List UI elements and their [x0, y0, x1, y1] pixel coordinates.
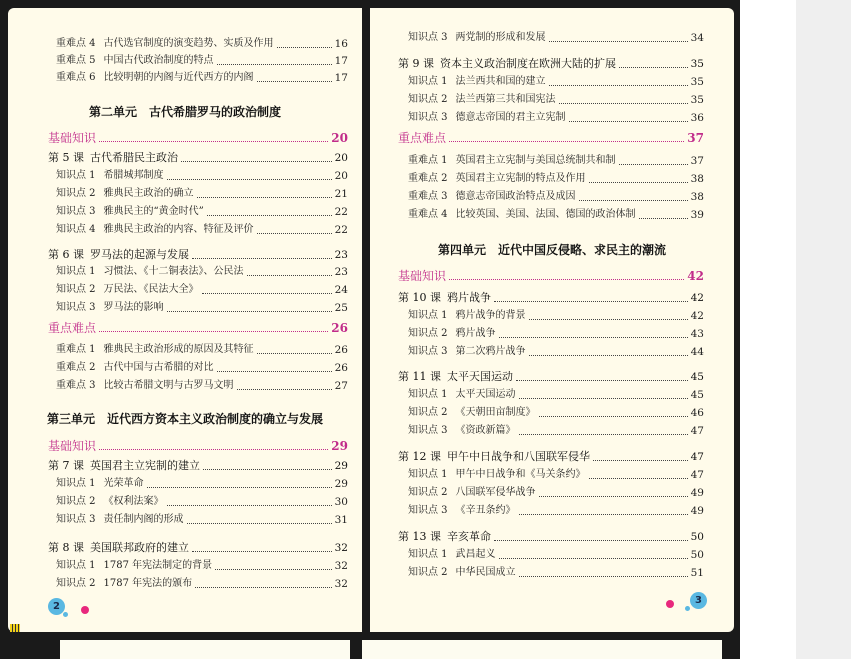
entry-label: 第 11 课 — [398, 370, 441, 383]
entry-title: 英国君主立宪制的建立 — [90, 459, 200, 472]
section-heading — [48, 322, 348, 334]
lesson-entry — [398, 531, 704, 543]
section-heading — [398, 270, 704, 282]
toc-entry — [408, 155, 704, 167]
entry-title: 习惯法、《十二铜表法》、公民法 — [103, 266, 244, 277]
entry-label: 第 8 课 — [48, 541, 84, 554]
entry-title: 鸦片战争 — [447, 291, 491, 304]
entry-title: 基础知识 — [398, 269, 447, 283]
toc-entry — [56, 514, 348, 526]
entry-label: 知识点 1 — [56, 170, 96, 181]
entry-title: 基础知识 — [48, 439, 97, 453]
dot-leader — [589, 478, 688, 479]
page-ref: 50 — [690, 549, 704, 561]
entry-label: 知识点 4 — [56, 224, 96, 235]
unit-heading: 第三单元 近代西方资本主义政治制度的确立与发展 — [46, 412, 323, 426]
entry-label: 知识点 3 — [56, 514, 96, 525]
entry-title: 鸦片战争 — [455, 328, 496, 339]
dot-leader — [549, 41, 688, 42]
entry-label: 知识点 1 — [408, 389, 448, 400]
entry-label: 知识点 1 — [408, 310, 448, 321]
entry-label: 知识点 1 — [56, 560, 96, 571]
entry-title: 责任制内阁的形成 — [103, 514, 184, 525]
dot-leader — [449, 279, 684, 280]
page-ref: 32 — [334, 560, 348, 572]
entry-title: 两党制的形成和发展 — [455, 32, 546, 43]
entry-label: 知识点 2 — [56, 496, 96, 507]
entry-label: 重难点 2 — [408, 173, 448, 184]
entry-title: 太平天国运动 — [455, 389, 516, 400]
dot-leader — [494, 301, 688, 302]
entry-title: 雅典民主的“黄金时代” — [103, 206, 204, 217]
entry-title: 《辛丑条约》 — [455, 505, 516, 516]
toc-entry — [56, 344, 348, 356]
entry-label: 知识点 1 — [408, 76, 448, 87]
lesson-entry — [398, 292, 704, 304]
entry-label: 知识点 1 — [408, 549, 448, 560]
entry-title: 《资政新篇》 — [455, 425, 516, 436]
toc-entry — [56, 188, 348, 200]
unit-heading: 第四单元 近代中国反侵略、求民主的潮流 — [437, 243, 666, 257]
entry-label: 第 9 课 — [398, 57, 434, 70]
page-ref: 23 — [334, 266, 348, 278]
entry-title: 太平天国运动 — [447, 370, 513, 383]
entry-title: 德意志帝国政治特点及成因 — [455, 191, 576, 202]
entry-title: 甲午中日战争和《马关条约》 — [455, 469, 586, 480]
dot-leader — [449, 141, 684, 142]
page-ref: 38 — [690, 191, 704, 203]
toc-entry — [408, 94, 704, 106]
entry-title: 光荣革命 — [103, 478, 144, 489]
dot-leader — [192, 551, 332, 552]
toc-entry — [56, 560, 348, 572]
toc-entry — [56, 380, 348, 392]
entry-title: 《天朝田亩制度》 — [455, 407, 536, 418]
dot-leader — [99, 331, 328, 332]
page-ref: 27 — [334, 380, 348, 392]
toc-entry — [408, 469, 704, 481]
page-ref: 44 — [690, 346, 704, 358]
entry-label: 知识点 3 — [408, 32, 448, 43]
next-page-edge — [60, 640, 350, 659]
page-ref: 35 — [690, 76, 704, 88]
entry-label: 重难点 4 — [408, 209, 448, 220]
entry-label: 知识点 3 — [408, 112, 448, 123]
entry-label: 知识点 3 — [56, 206, 96, 217]
page-ref: 17 — [334, 72, 348, 84]
entry-label: 知识点 2 — [56, 578, 96, 589]
dot-leader — [494, 540, 688, 541]
page-ref: 24 — [334, 284, 348, 296]
dot-leader — [197, 197, 332, 198]
dot-leader — [549, 85, 688, 86]
entry-title: 美国联邦政府的建立 — [90, 541, 189, 554]
toc-entry — [56, 206, 348, 218]
page-ref: 20 — [334, 170, 348, 182]
entry-label: 重难点 1 — [408, 155, 448, 166]
page-ref: 45 — [690, 371, 704, 383]
toc-entry — [408, 173, 704, 185]
entry-title: 中国古代政治制度的特点 — [103, 55, 214, 66]
dot-leader — [499, 558, 688, 559]
entry-label: 知识点 3 — [408, 425, 448, 436]
page-ref: 32 — [334, 578, 348, 590]
toc-entry — [408, 389, 704, 401]
lesson-entry — [48, 460, 348, 472]
page-ref: 37 — [690, 155, 704, 167]
entry-label: 知识点 1 — [408, 469, 448, 480]
entry-label: 第 12 课 — [398, 450, 441, 463]
entry-title: 1787 年宪法的颁布 — [103, 578, 193, 589]
left-page — [8, 8, 362, 632]
entry-title: 罗马法的影响 — [103, 302, 164, 313]
entry-label: 知识点 3 — [408, 346, 448, 357]
dot-leader — [257, 353, 332, 354]
entry-title: 《权利法案》 — [103, 496, 164, 507]
page-ref: 26 — [331, 321, 348, 335]
entry-label: 知识点 2 — [408, 94, 448, 105]
toc-entry — [408, 209, 704, 221]
dot-leader — [167, 179, 332, 180]
unit-heading: 第二单元 古代希腊罗马的政治制度 — [88, 105, 281, 119]
page-ref: 50 — [690, 531, 704, 543]
page-ref: 16 — [334, 38, 348, 50]
dot-leader — [203, 469, 332, 470]
page-ref: 26 — [334, 344, 348, 356]
lesson-entry — [48, 152, 348, 164]
page-ref: 22 — [334, 224, 348, 236]
dot-leader — [195, 587, 331, 588]
toc-entry — [56, 55, 348, 67]
entry-title: 法兰西第三共和国宪法 — [455, 94, 556, 105]
entry-title: 比较英国、美国、法国、德国的政治体制 — [455, 209, 636, 220]
toc-entry — [408, 549, 704, 561]
right-page — [370, 8, 734, 632]
pink-dot-decoration — [666, 600, 674, 608]
toc-entry — [408, 567, 704, 579]
entry-title: 重点难点 — [48, 321, 97, 335]
toc-entry — [408, 407, 704, 419]
entry-label: 重难点 6 — [56, 72, 96, 83]
color-bar-mark — [10, 624, 20, 632]
dot-leader — [257, 81, 332, 82]
entry-title: 比较明朝的内阁与近代西方的内阁 — [103, 72, 254, 83]
entry-label: 重难点 3 — [408, 191, 448, 202]
dot-leader — [217, 64, 332, 65]
toc-entry — [56, 72, 348, 84]
page-ref: 29 — [334, 478, 348, 490]
dot-leader — [99, 449, 328, 450]
entry-label: 重难点 2 — [56, 362, 96, 373]
page-ref: 37 — [687, 131, 704, 145]
dot-leader — [529, 355, 688, 356]
dot-leader — [519, 434, 688, 435]
entry-title: 甲午中日战争和八国联军侵华 — [447, 450, 590, 463]
entry-title: 德意志帝国的君主立宪制 — [455, 112, 566, 123]
entry-label: 第 7 课 — [48, 459, 84, 472]
page-ref: 51 — [690, 567, 704, 579]
page-ref: 30 — [334, 496, 348, 508]
toc-entry — [408, 346, 704, 358]
entry-title: 重点难点 — [398, 131, 447, 145]
entry-label: 知识点 2 — [408, 487, 448, 498]
toc-entry — [408, 76, 704, 88]
toc-entry — [56, 38, 348, 50]
blue-dot-decoration — [63, 612, 68, 617]
dot-leader — [167, 311, 332, 312]
entry-label: 重难点 3 — [56, 380, 96, 391]
dot-leader — [207, 215, 332, 216]
left-toc — [8, 8, 362, 632]
dot-leader — [257, 233, 332, 234]
entry-label: 第 10 课 — [398, 291, 441, 304]
entry-label: 重难点 4 — [56, 38, 96, 49]
entry-label: 重难点 1 — [56, 344, 96, 355]
entry-title: 英国君主立宪制与美国总统制共和制 — [455, 155, 616, 166]
dot-leader — [619, 67, 688, 68]
page-ref: 31 — [334, 514, 348, 526]
viewer-margin — [796, 0, 851, 659]
toc-entry — [408, 112, 704, 124]
page-ref: 49 — [690, 505, 704, 517]
dot-leader — [519, 576, 688, 577]
lesson-entry — [398, 451, 704, 463]
section-heading — [48, 132, 348, 144]
entry-title: 古代希腊民主政治 — [90, 151, 178, 164]
section-heading — [398, 132, 704, 144]
entry-title: 资本主义政治制度在欧洲大陆的扩展 — [440, 57, 616, 70]
page-ref: 26 — [334, 362, 348, 374]
dot-leader — [639, 218, 688, 219]
entry-label: 知识点 2 — [408, 407, 448, 418]
toc-entry — [56, 578, 348, 590]
dot-leader — [99, 141, 328, 142]
entry-label: 第 5 课 — [48, 151, 84, 164]
entry-title: 雅典民主政治形成的原因及其特征 — [103, 344, 254, 355]
entry-label: 知识点 3 — [408, 505, 448, 516]
dot-leader — [619, 164, 688, 165]
toc-entry — [408, 328, 704, 340]
dot-leader — [181, 161, 332, 162]
toc-entry — [56, 224, 348, 236]
dot-leader — [217, 371, 332, 372]
entry-title: 古代中国与古希腊的对比 — [103, 362, 214, 373]
dot-leader — [529, 319, 688, 320]
pink-dot-decoration — [81, 606, 89, 614]
entry-title: 比较古希腊文明与古罗马文明 — [103, 380, 234, 391]
toc-entry — [408, 32, 704, 44]
dot-leader — [519, 398, 688, 399]
lesson-entry — [398, 371, 704, 383]
page-ref: 47 — [690, 425, 704, 437]
page-ref: 47 — [690, 451, 704, 463]
entry-title: 基础知识 — [48, 131, 97, 145]
dot-leader — [569, 121, 688, 122]
blue-dot-decoration — [685, 606, 690, 611]
entry-title: 罗马法的起源与发展 — [90, 248, 189, 261]
dot-leader — [237, 389, 332, 390]
dot-leader — [499, 337, 688, 338]
page-ref: 42 — [690, 310, 704, 322]
section-heading — [48, 440, 348, 452]
page-ref: 46 — [690, 407, 704, 419]
page-ref: 47 — [690, 469, 704, 481]
next-page-edge — [362, 640, 722, 659]
page-ref: 42 — [690, 292, 704, 304]
page-ref: 23 — [334, 249, 348, 261]
toc-entry — [408, 425, 704, 437]
page-ref: 39 — [690, 209, 704, 221]
dot-leader — [202, 293, 332, 294]
toc-entry — [56, 170, 348, 182]
entry-label: 知识点 1 — [56, 266, 96, 277]
page-ref: 29 — [331, 439, 348, 453]
dot-leader — [539, 416, 688, 417]
dot-leader — [247, 275, 332, 276]
page-ref: 20 — [334, 152, 348, 164]
dot-leader — [277, 47, 332, 48]
entry-title: 希腊城邦制度 — [103, 170, 164, 181]
page-ref: 36 — [690, 112, 704, 124]
toc-entry — [408, 505, 704, 517]
entry-title: 武昌起义 — [455, 549, 496, 560]
page-ref: 34 — [690, 32, 704, 44]
page-ref: 35 — [690, 94, 704, 106]
dot-leader — [589, 182, 688, 183]
entry-label: 知识点 3 — [56, 302, 96, 313]
dot-leader — [187, 523, 332, 524]
entry-label: 知识点 2 — [408, 328, 448, 339]
entry-label: 知识点 2 — [56, 284, 96, 295]
entry-title: 鸦片战争的背景 — [455, 310, 526, 321]
page-ref: 35 — [690, 58, 704, 70]
entry-title: 古代选官制度的演变趋势、实质及作用 — [103, 38, 274, 49]
entry-title: 八国联军侵华战争 — [455, 487, 536, 498]
lesson-entry — [48, 542, 348, 554]
page-ref: 25 — [334, 302, 348, 314]
entry-title: 万民法、《民法大全》 — [103, 284, 199, 295]
page-ref: 22 — [334, 206, 348, 218]
page-ref: 21 — [334, 188, 348, 200]
entry-label: 重难点 5 — [56, 55, 96, 66]
entry-title: 法兰西共和国的建立 — [455, 76, 546, 87]
dot-leader — [519, 514, 688, 515]
toc-entry — [408, 310, 704, 322]
entry-label: 第 13 课 — [398, 530, 441, 543]
entry-title: 1787 年宪法制定的背景 — [103, 560, 213, 571]
page-ref: 32 — [334, 542, 348, 554]
entry-label: 知识点 2 — [56, 188, 96, 199]
entry-label: 知识点 2 — [408, 567, 448, 578]
entry-label: 知识点 1 — [56, 478, 96, 489]
dot-leader — [539, 496, 688, 497]
dot-leader — [192, 258, 332, 259]
dot-leader — [593, 460, 688, 461]
dot-leader — [147, 487, 332, 488]
dot-leader — [579, 200, 688, 201]
page-ref: 49 — [690, 487, 704, 499]
dot-leader — [215, 569, 331, 570]
toc-entry — [56, 266, 348, 278]
entry-title: 第二次鸦片战争 — [455, 346, 526, 357]
page-ref: 17 — [334, 55, 348, 67]
entry-title: 雅典民主政治的内容、特征及评价 — [103, 224, 254, 235]
right-page-number: 3 — [690, 592, 707, 609]
entry-title: 英国君主立宪制的特点及作用 — [455, 173, 586, 184]
toc-entry — [56, 478, 348, 490]
page-ref: 20 — [331, 131, 348, 145]
page-ref: 42 — [687, 269, 704, 283]
toc-entry — [56, 362, 348, 374]
page-ref: 45 — [690, 389, 704, 401]
toc-entry — [56, 302, 348, 314]
toc-entry — [408, 191, 704, 203]
entry-title: 中华民国成立 — [455, 567, 516, 578]
entry-title: 辛亥革命 — [447, 530, 491, 543]
page-ref: 29 — [334, 460, 348, 472]
dot-leader — [559, 103, 688, 104]
lesson-entry — [398, 58, 704, 70]
lesson-entry — [48, 249, 348, 261]
left-page-number: 2 — [48, 598, 65, 615]
toc-entry — [56, 284, 348, 296]
toc-entry — [408, 487, 704, 499]
right-toc — [370, 8, 734, 632]
dot-leader — [167, 505, 332, 506]
page-ref: 43 — [690, 328, 704, 340]
page-ref: 38 — [690, 173, 704, 185]
entry-label: 第 6 课 — [48, 248, 84, 261]
entry-title: 雅典民主政治的确立 — [103, 188, 194, 199]
toc-entry — [56, 496, 348, 508]
dot-leader — [516, 380, 688, 381]
